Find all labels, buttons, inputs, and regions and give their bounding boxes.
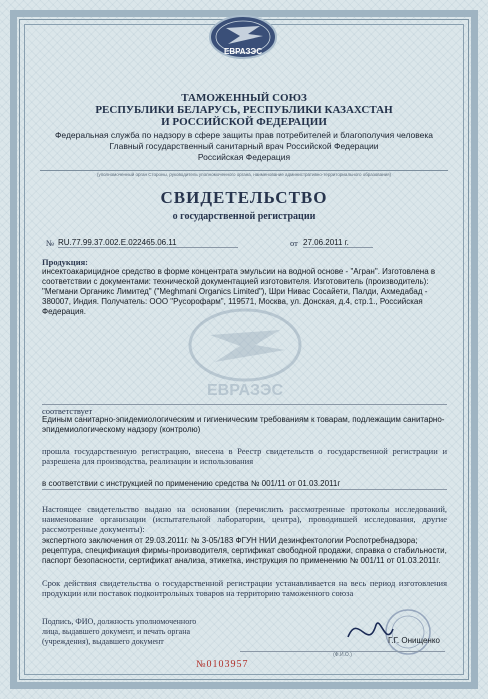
certificate-title: СВИДЕТЕЛЬСТВО <box>160 188 328 207</box>
product-label: Продукция: <box>42 257 89 267</box>
date-label: от <box>290 238 298 248</box>
watermark-emblem-icon <box>160 300 330 400</box>
conformity-label: соответствует <box>42 404 447 416</box>
header-line-1: ТАМОЖЕННЫЙ СОЮЗ <box>181 92 307 104</box>
number-label: № <box>46 238 55 248</box>
authority-line-1: Федеральная служба по надзору в сфере защиты прав потребителей и благополучия человека <box>54 130 434 140</box>
registration-number: RU.77.99.37.002.Е.022465.06.11 <box>58 238 238 248</box>
watermark-text: ЕВРАЗЭС <box>206 382 284 399</box>
form-number: №0103957 <box>196 659 249 670</box>
conformity-text: Единым санитарно-эпидемиологическим и гигиеническим требованиям к товарам, подлежащим санитарно-эпидемиологическому надзору (контролю) <box>42 415 445 434</box>
authority-line-2: Главный государственный санитарный врач Российской Федерации <box>109 141 379 151</box>
header-line-3: И РОССИЙСКОЙ ФЕДЕРАЦИИ <box>161 116 327 128</box>
authority-caption: (уполномоченный орган Стороны, руководитель уполномоченного органа, наименование административно-территориального образования) <box>40 170 448 178</box>
registration-text: в соответствии с инструкцией по применению средства № 001/11 от 01.03.2011г <box>42 479 447 490</box>
signature-label: Подпись, ФИО, должность уполномоченного лица, выдавшего документ, и печать органа (учреждения), выдавшего документ <box>42 617 197 646</box>
signatory-caption: (Ф.И.О.) <box>240 651 445 658</box>
registration-label: прошла государственную регистрацию, внесена в Реестр свидетельств о государственной регистрации и разрешена для производства, реализации и использования <box>42 446 447 466</box>
eurasec-emblem-icon <box>208 14 278 60</box>
basis-label: Настоящее свидетельство выдано на основании (перечислить рассмотренные протоколы исследований, наименование организации (испытательной лаборатории, центра), проводившей исследования, другие рассмотренные документы): <box>42 504 447 534</box>
registration-date: 27.06.2011 г. <box>303 238 373 248</box>
signature-block <box>338 607 448 657</box>
stamp-icon <box>338 607 448 657</box>
signatory-name: Г.Г. Онищенко <box>388 636 440 645</box>
certificate-subtitle: о государственной регистрации <box>172 211 316 222</box>
product-description: инсектоакарицидное средство в форме концентрата эмульсии на водной основе - "Агран". Изготовлена в соответствии с документами: технической документацией изготовителя. Изготовитель (производитель): "Мегмани Органикс Лимитед" ("Meghmani Organics Limited"), Шри Нивас Сосайети, Палди, Ахмедабад - 380007, Индия. Получатель: ООО "Русорофарм", 119571, Москва, ул. Донская, д.4, стр.1., Российская Федерация. <box>42 267 436 316</box>
authority-line-3: Российская Федерация <box>197 152 291 162</box>
validity-text: Срок действия свидетельства о государственной регистрации устанавливается на весь период изготовления продукции или поставок подконтрольных товаров на территорию таможенного союза <box>42 578 447 598</box>
header-line-2: РЕСПУБЛИКИ БЕЛАРУСЬ, РЕСПУБЛИКИ КАЗАХСТАН <box>95 104 393 116</box>
basis-text: экспертного заключения от 29.03.2011г. № 3-05/183 ФГУН НИИ дезинфектологии Роспотребнадзора; рецептура, спецификация фирмы-производителя, сертификат свободной продажи, справка о стабильности, паспорт безопасности, сертификат анализа, этикетка, инструкция по применению № 001/11 от 01.03.2011г. <box>42 536 447 565</box>
logo-text: ЕВРАЗЭС <box>223 47 263 56</box>
